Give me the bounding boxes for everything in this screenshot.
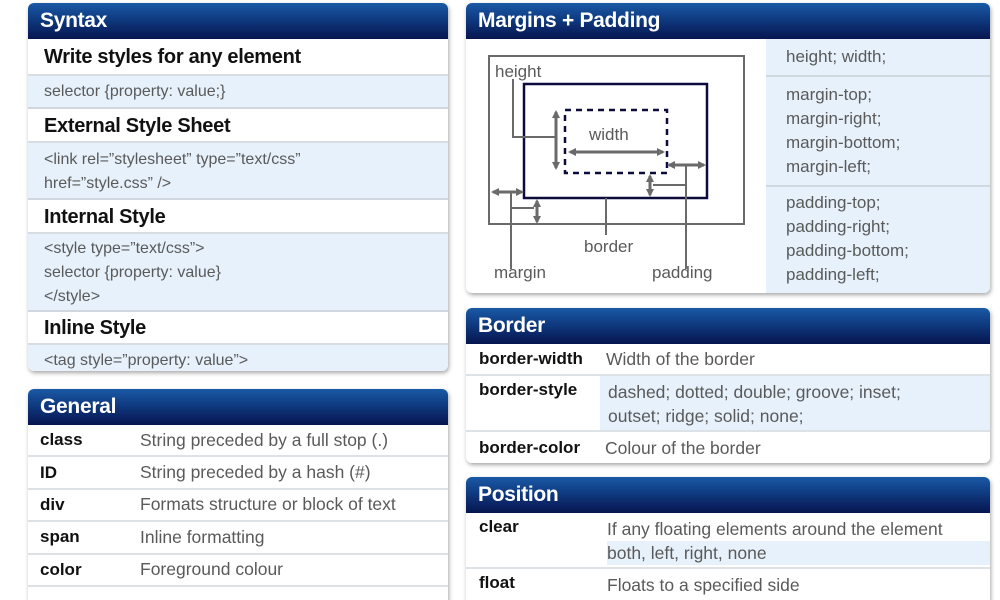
code-line: href=”style.css” />: [44, 175, 172, 192]
property-name: color: [40, 559, 82, 579]
border-label: border: [584, 237, 634, 256]
syntax-code-external: [28, 143, 448, 200]
code-line: <link rel=”stylesheet” type=”text/css”: [44, 151, 301, 168]
general-header: General: [28, 389, 448, 425]
syntax-header: Syntax: [28, 3, 448, 39]
value-line: Colour of the border: [605, 437, 761, 458]
box-model-diagram: [466, 39, 766, 293]
value-line: Floats to a specified side: [607, 575, 800, 595]
property-name: border-style: [479, 380, 578, 399]
value-line: both, left, right, none: [607, 541, 990, 565]
table-row: [466, 432, 990, 463]
table-row-cut-off: [28, 587, 448, 600]
padding-label: padding: [652, 263, 713, 282]
syntax-panel: [28, 3, 448, 371]
box-model-svg: [466, 39, 766, 293]
table-row: [28, 425, 448, 457]
property-name: border-width: [479, 349, 583, 368]
property-description: String preceded by a hash (#): [140, 462, 371, 483]
property-description: String preceded by a full stop (.): [140, 429, 389, 450]
property-description: Inline formatting: [140, 526, 265, 547]
property-name: ID: [40, 462, 57, 482]
property-line: padding-top;: [786, 193, 881, 212]
margin-properties: [766, 77, 990, 187]
table-row: [28, 457, 448, 489]
table-row: [28, 522, 448, 554]
property-name: span: [40, 527, 80, 547]
margin-padding-properties: [766, 39, 990, 293]
property-description: Foreground colour: [140, 559, 283, 580]
width-label: width: [589, 125, 629, 144]
code-line: selector {property: value}: [44, 264, 221, 281]
code-line: <style type=”text/css”>: [44, 240, 205, 257]
property-description: [607, 513, 990, 567]
property-line: height; width;: [786, 47, 887, 66]
code-line: <tag style=”property: value”>: [44, 352, 249, 369]
property-line: padding-bottom;: [786, 241, 909, 260]
table-row: [466, 376, 990, 432]
value-line: Width of the border: [606, 349, 755, 369]
property-description: [606, 347, 755, 371]
syntax-title-inline: Inline Style: [28, 312, 448, 345]
table-row: [28, 490, 448, 522]
syntax-code-inline: [28, 345, 448, 371]
property-line: padding-right;: [786, 217, 890, 236]
code-line: selector {property: value;}: [44, 83, 226, 100]
size-properties: [766, 39, 990, 77]
height-label: height: [495, 62, 542, 81]
property-name: float: [479, 573, 515, 592]
position-panel: [466, 477, 990, 600]
value-line: outset; ridge; solid; none;: [608, 406, 804, 426]
border-header: Border: [466, 308, 990, 344]
table-row: [466, 569, 990, 600]
property-line: padding-left;: [786, 265, 880, 284]
margins-header: Margins + Padding: [466, 3, 990, 39]
property-name: div: [40, 494, 65, 514]
property-description: [600, 376, 990, 430]
property-line: margin-bottom;: [786, 133, 901, 152]
table-row: [466, 513, 990, 569]
property-description: [605, 436, 761, 460]
property-description: [607, 569, 990, 600]
property-line: margin-right;: [786, 109, 882, 128]
property-line: margin-top;: [786, 85, 872, 104]
property-name: class: [40, 430, 83, 450]
syntax-code-any-element: [28, 76, 448, 109]
general-panel: [28, 389, 448, 600]
property-name: border-color: [479, 437, 581, 457]
padding-properties: [766, 187, 990, 293]
value-line: dashed; dotted; double; groove; inset;: [608, 382, 901, 402]
table-row: [28, 555, 448, 587]
syntax-title-any-element: Write styles for any element: [28, 39, 448, 76]
margins-padding-panel: [466, 3, 990, 293]
syntax-code-internal: [28, 234, 448, 312]
value-line: If any floating elements around the element: [607, 519, 943, 539]
code-line: </style>: [44, 288, 101, 305]
table-row: [466, 344, 990, 376]
property-description: Formats structure or block of text: [140, 494, 396, 515]
property-line: margin-left;: [786, 157, 872, 176]
syntax-title-internal: Internal Style: [28, 200, 448, 234]
margin-label: margin: [494, 263, 546, 282]
position-header: Position: [466, 477, 990, 513]
property-name: clear: [479, 517, 519, 536]
syntax-title-external: External Style Sheet: [28, 109, 448, 143]
border-panel: [466, 308, 990, 463]
